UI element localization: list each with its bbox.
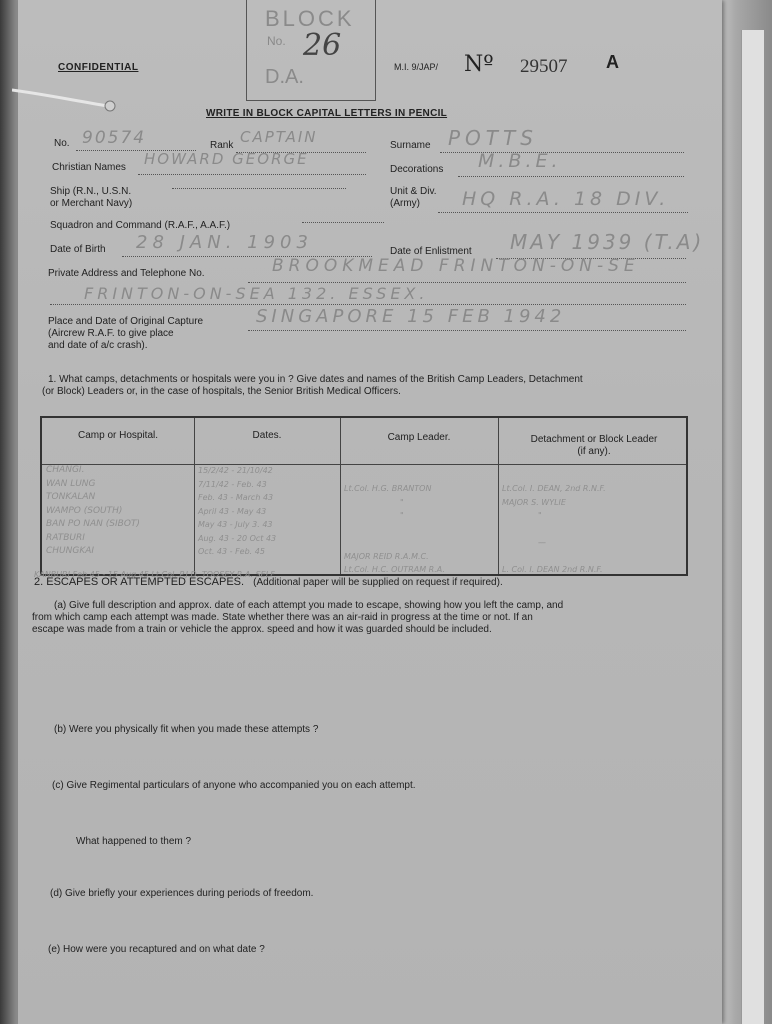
decorations-value: M.B.E. [478,150,562,172]
question-2a-text: (a) Give full description and approx. date of each attempt you made to escape, showing how you left the camp, and [54,600,564,611]
underlying-page-edge [741,30,764,1024]
table-header-detachment: Detachment or Block Leader (if any). [530,434,658,457]
camp-entry: CHANGI. [46,465,85,475]
table-column-divider [498,418,499,574]
detachment-entry [502,523,682,537]
unit-line [438,212,688,213]
surname-value: POTTS [448,126,538,150]
leader-entry: Lt.Col. H.C. OUTRAM R.A. [344,565,445,574]
unit-value: HQ R.A. 18 DIV. [462,188,670,210]
leader-entry [344,536,496,550]
block-stamp [246,0,376,101]
private-address-line-2 [50,304,686,305]
place-of-capture-label-3: and date of a/c crash). [48,340,148,351]
date-entry: Oct. 43 - Feb. 45 [198,547,265,556]
camp-entry: WAN LUNG [46,478,96,489]
ship-label-2: or Merchant Navy) [50,198,133,209]
detachment-entry: Lt.Col. I. DEAN, 2nd R.N.F. [502,484,606,493]
question-2b-text: (b) Were you physically fit when you made these attempts ? [54,724,319,735]
detachment-entry [502,550,682,564]
question-2e-text: (e) How were you recaptured and on what date ? [48,944,265,955]
document-sheet [18,0,722,1024]
squadron-label: Squadron and Command (R.A.F., A.A.F.) [50,220,231,231]
question-2c-text: (c) Give Regimental particulars of anyone who accompanied you on each attempt. [52,780,416,791]
leader-entry: " [400,497,404,507]
leader-entry: " [400,511,404,520]
series-letter: A [606,52,619,72]
form-instruction: WRITE IN BLOCK CAPITAL LETTERS IN PENCIL [206,108,448,119]
date-of-birth-label: Date of Birth [50,244,106,255]
no-label: No. [54,138,70,149]
confidential-label: CONFIDENTIAL [58,62,139,73]
detachment-entry: — [538,538,546,547]
form-reference: M.I. 9/JAP/ [394,62,439,72]
date-of-enlistment-label: Date of Enlistment [390,246,472,257]
stamp-block-text: BLOCK [265,6,355,31]
place-of-capture-line [248,330,686,331]
surname-label: Surname [390,140,431,151]
date-entry: 7/11/42 - Feb. 43 [198,479,267,489]
question-2-heading: 2. ESCAPES OR ATTEMPTED ESCAPES. [34,576,245,588]
camp-entry: CHUNGKAI [46,546,95,556]
camp-entry: RATBURI [46,532,85,543]
date-entry: 15/2/42 - 21/10/42 [198,466,273,475]
detachment-entry: L. Col. I. DEAN 2nd R.N.F. [502,565,603,574]
date-entry: May 43 - July 3. 43 [198,520,273,529]
question-1-text-2: (or Block) Leaders or, in the case of hospitals, the Senior British Medical Officers. [42,386,401,397]
rank-value: CAPTAIN [240,128,318,146]
dates-column [198,464,338,559]
private-address-line [248,282,686,283]
rank-label: Rank [210,140,234,151]
question-2c-followup: What happened to them ? [76,836,192,847]
date-entry: Aug. 43 - 20 Oct 43 [198,533,277,543]
date-of-birth-value: 28 JAN. 1903 [136,232,313,253]
christian-names-line [138,174,366,175]
camps-table [40,416,688,576]
christian-names-label: Christian Names [52,162,126,173]
question-2d-text: (d) Give briefly your experiences during periods of freedom. [50,888,314,899]
detachment-column [502,482,682,577]
unit-label-2: (Army) [390,198,420,209]
date-of-enlistment-value: MAY 1939 (T.A) [510,230,705,254]
date-entry: April 43 - May 43 [198,506,267,516]
ship-line [172,188,346,189]
decorations-label: Decorations [390,164,444,175]
question-2a-text-2: from which camp each attempt was made. State whether there was an air-raid in progress at the time or not. If an [32,612,533,623]
leader-entry [344,523,496,537]
detachment-entry: " [538,511,542,520]
decorations-line [458,176,684,177]
serial-number: 29507 [520,56,568,77]
place-of-capture-label: Place and Date of Original Capture [48,316,204,327]
camp-entry: BAN PO NAN (SIBOT) [46,519,140,529]
camp-entry: WAMPO (SOUTH) [46,505,123,516]
question-2-title [34,576,503,588]
table-overflow-row: KANBURI Feb 45 - 15 Aug 45 Lt.Col. P.J.D. TOOSEY R.A. SELF [34,570,275,579]
date-entry: Feb. 43 - March 43 [198,493,274,502]
squadron-line [302,222,384,223]
place-of-capture-label-2: (Aircrew R.A.F. to give place [48,328,174,339]
table-header-dates: Dates. [252,430,282,441]
table-header-camp-leader: Camp Leader. [387,432,451,443]
place-of-capture-value: SINGAPORE 15 FEB 1942 [256,306,566,327]
table-header-camp: Camp or Hospital. [77,430,159,441]
no-value: 90574 [82,128,147,148]
table-column-divider [194,418,195,574]
christian-names-value: HOWARD GEORGE [144,150,309,168]
number-symbol: Nº [464,52,494,77]
unit-label: Unit & Div. [390,186,437,197]
stamp-no-text: No. [267,34,286,48]
stamp-number: 26 [303,28,342,63]
leader-entry: MAJOR REID R.A.M.C. [344,551,429,561]
question-1-text: 1. What camps, detachments or hospitals were you in ? Give dates and names of the British Camp Leaders, Detachment [48,374,583,385]
leader-column [344,482,496,577]
surname-line [440,152,684,153]
leader-entry: Lt.Col. H.G. BRANTON [344,484,432,493]
private-address-value-2: FRINTON-ON-SEA 132. ESSEX. [84,284,429,303]
file-string-tie [12,84,122,114]
question-2-note: (Additional paper will be supplied on request if required). [253,577,503,588]
detachment-entry: MAJOR S. WYLIE [502,497,566,507]
ship-label: Ship (R.N., U.S.N. [50,186,132,197]
question-2a-text-3: escape was made from a train or vehicle the approx. speed and how it was guarded should be included. [32,624,492,635]
private-address-value: BROOKMEAD FRINTON-ON-SE [272,256,640,276]
stamp-da-text: D.A. [265,66,304,88]
camp-entry: TONKALAN [46,492,96,502]
private-address-label: Private Address and Telephone No. [48,268,205,279]
camp-column [46,464,194,559]
